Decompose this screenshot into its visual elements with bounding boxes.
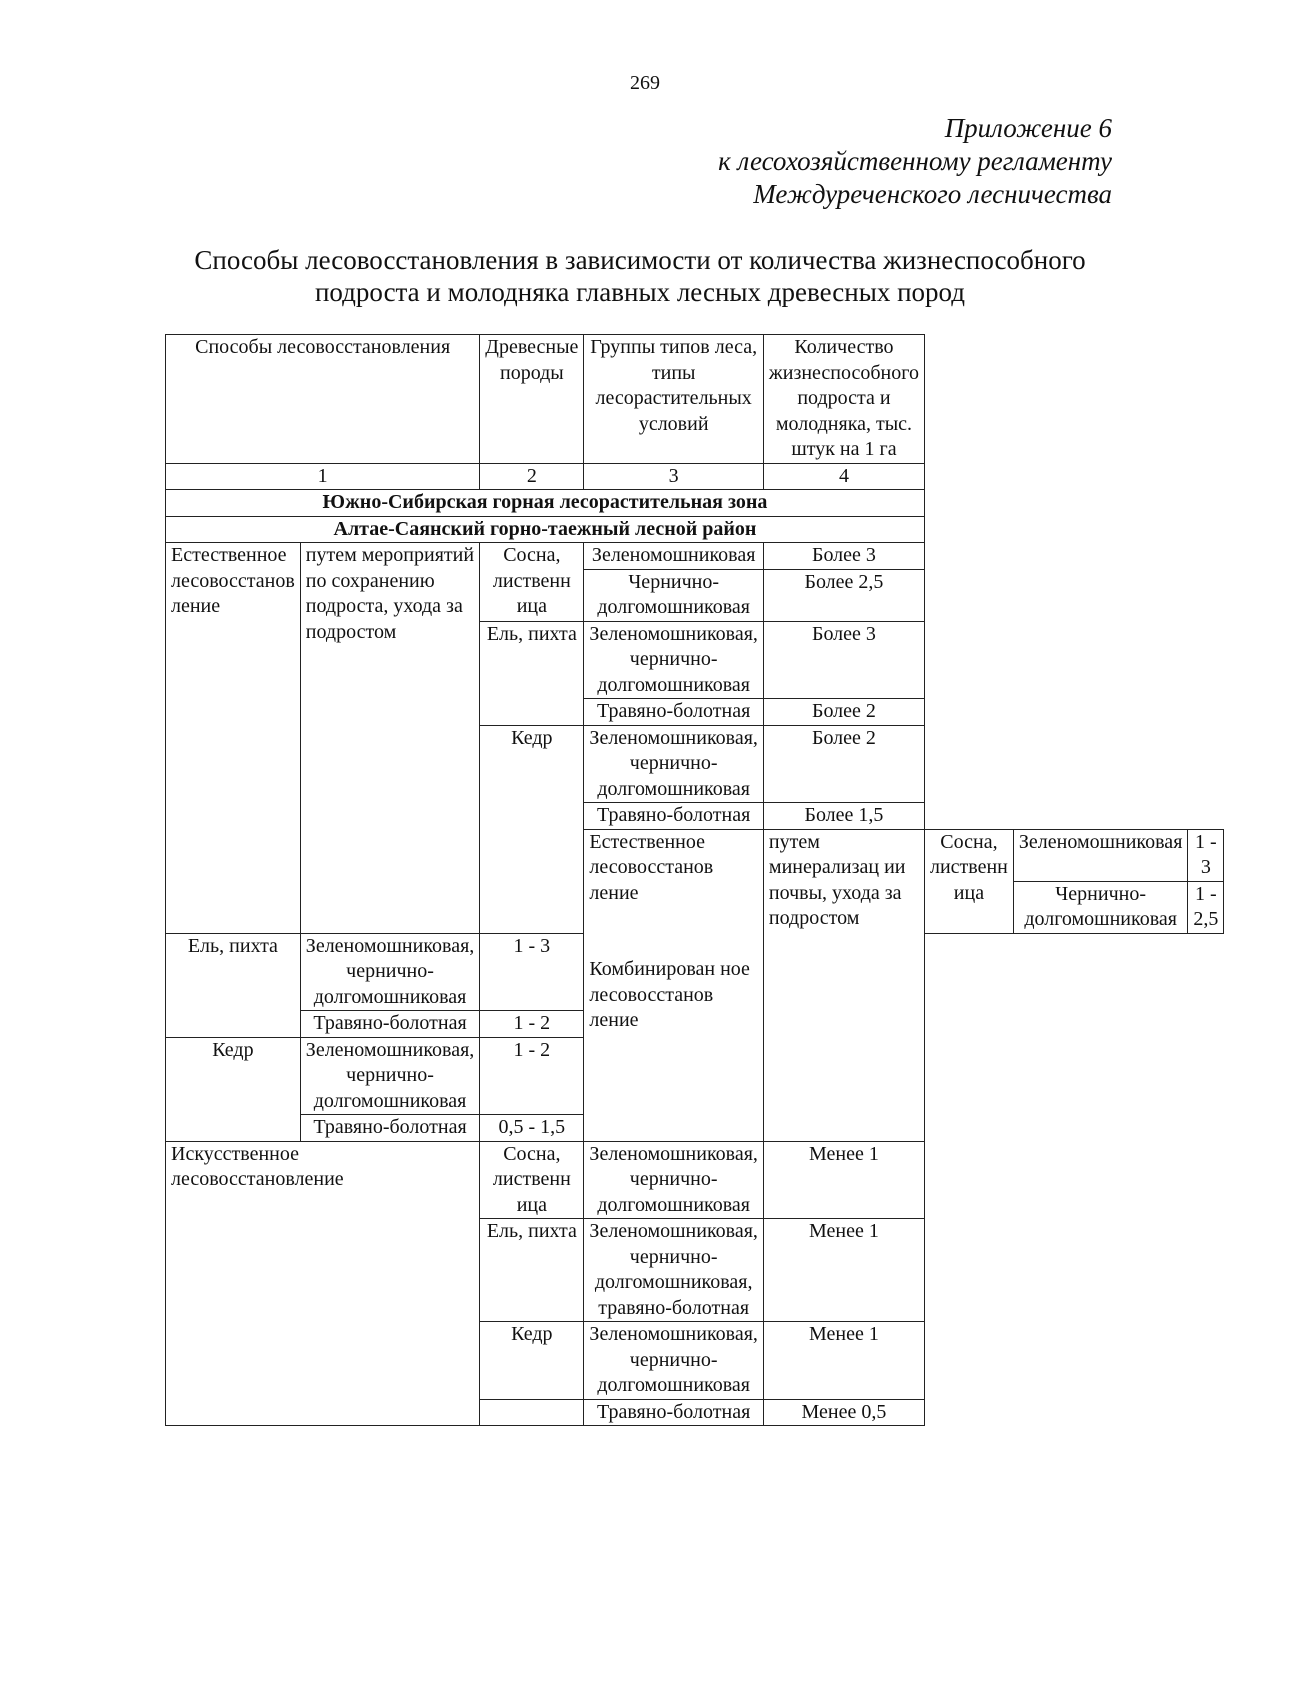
- quantity-value: Менее 1: [763, 1322, 924, 1400]
- quantity-value: Менее 1: [763, 1141, 924, 1219]
- reforestation-table: [165, 334, 1224, 1426]
- header-methods: Способы лесовосстановления: [166, 335, 480, 464]
- title-line-2: подроста и молодняка главных лесных древесных пород: [314, 277, 965, 307]
- appendix-line-1: Приложение 6: [944, 113, 1112, 143]
- forest-type: Зеленомошниковая, чернично-долгомошниковая: [300, 1037, 480, 1115]
- forest-type: Зеленомошниковая: [584, 543, 764, 570]
- species-pine-larch: Сосна, лиственн ица: [480, 543, 584, 622]
- column-number: 1: [166, 463, 480, 490]
- title-line-1: Способы лесовосстановления в зависимости от количества жизнеспособного: [194, 245, 1086, 275]
- forest-type: Травяно-болотная: [300, 1011, 480, 1038]
- region-row: [166, 516, 1224, 543]
- region-heading: Алтае-Саянский горно-таежный лесной район: [166, 516, 925, 543]
- quantity-value: Более 2,5: [763, 569, 924, 621]
- quantity-value: Более 3: [763, 543, 924, 570]
- forest-type: Зеленомошниковая: [1013, 829, 1188, 881]
- appendix-line-2: к лесохозяйственному регламенту: [718, 146, 1112, 176]
- quantity-value: 1 - 3: [1188, 829, 1224, 881]
- forest-type: Зеленомошниковая, чернично-долгомошниковая: [584, 725, 764, 803]
- appendix-line-3: Междуреченского лесничества: [753, 179, 1112, 209]
- quantity-value: 0,5 - 1,5: [480, 1115, 584, 1142]
- quantity-value: Более 1,5: [763, 803, 924, 830]
- forest-type: Зеленомошниковая, чернично-долгомошниковая, травяно-болотная: [584, 1219, 764, 1322]
- column-number: 2: [480, 463, 584, 490]
- quantity-value: Более 3: [763, 621, 924, 699]
- forest-type: Зеленомошниковая, чернично-долгомошниковая: [300, 933, 480, 1011]
- quantity-value: 1 - 2: [480, 1037, 584, 1115]
- table-row: [166, 543, 1224, 570]
- column-number-row: [166, 463, 1224, 490]
- method-natural-combined: [584, 829, 764, 1141]
- forest-type: Зеленомошниковая, чернично-долгомошниковая: [584, 1322, 764, 1400]
- quantity-value: Менее 0,5: [763, 1399, 924, 1426]
- appendix-note: [718, 112, 1112, 211]
- species-cedar: Кедр: [480, 725, 584, 933]
- header-species: Древесные породы: [480, 335, 584, 464]
- quantity-value: 1 - 2: [480, 1011, 584, 1038]
- zone-row: [166, 490, 1224, 517]
- technique-mineralization: путем минерализац ии почвы, ухода за подростом: [763, 829, 924, 1141]
- document-title: [160, 244, 1120, 308]
- table-row: [166, 1141, 1224, 1219]
- species-cedar: Кедр: [166, 1037, 301, 1141]
- column-number: 3: [584, 463, 764, 490]
- species-spruce-fir: Ель, пихта: [480, 621, 584, 725]
- forest-type: Травяно-болотная: [584, 803, 764, 830]
- header-quantity: Количество жизнеспособного подроста и молодняка, тыс. штук на 1 га: [763, 335, 924, 464]
- method-natural: Естественное лесовосстанов ление: [166, 543, 301, 934]
- forest-type: Травяно-болотная: [584, 1399, 764, 1426]
- forest-type: Травяно-болотная: [300, 1115, 480, 1142]
- quantity-value: Более 2: [763, 699, 924, 726]
- forest-type: Чернично-долгомошниковая: [584, 569, 764, 621]
- header-forest-types: Группы типов леса, типы лесорастительных условий: [584, 335, 764, 464]
- quantity-value: 1 - 2,5: [1188, 881, 1224, 933]
- species-spruce-fir: Ель, пихта: [166, 933, 301, 1037]
- quantity-value: 1 - 3: [480, 933, 584, 1011]
- zone-heading: Южно-Сибирская горная лесорастительная зона: [166, 490, 925, 517]
- method-combined: Комбинирован ное лесовосстанов ление: [589, 958, 750, 1031]
- species-spruce-fir: Ель, пихта: [480, 1219, 584, 1322]
- technique-preservation: путем мероприятий по сохранению подроста, ухода за подростом: [300, 543, 480, 934]
- forest-type: Зеленомошниковая, чернично-долгомошниковая: [584, 621, 764, 699]
- forest-type: Чернично-долгомошниковая: [1013, 881, 1188, 933]
- page-number: 269: [630, 72, 660, 94]
- forest-type: Травяно-болотная: [584, 699, 764, 726]
- species-pine-larch: Сосна, лиственн ица: [480, 1141, 584, 1219]
- species-cedar: Кедр: [480, 1322, 584, 1400]
- empty-cell: [480, 1399, 584, 1426]
- quantity-value: Более 2: [763, 725, 924, 803]
- header-row: [166, 335, 1224, 464]
- species-pine-larch: Сосна, лиственн ица: [924, 829, 1013, 933]
- method-natural: Естественное лесовосстанов ление: [589, 830, 714, 904]
- column-number: 4: [763, 463, 924, 490]
- quantity-value: Менее 1: [763, 1219, 924, 1322]
- method-artificial: Искусственное лесовосстановление: [166, 1141, 480, 1426]
- forest-type: Зеленомошниковая, чернично-долгомошниковая: [584, 1141, 764, 1219]
